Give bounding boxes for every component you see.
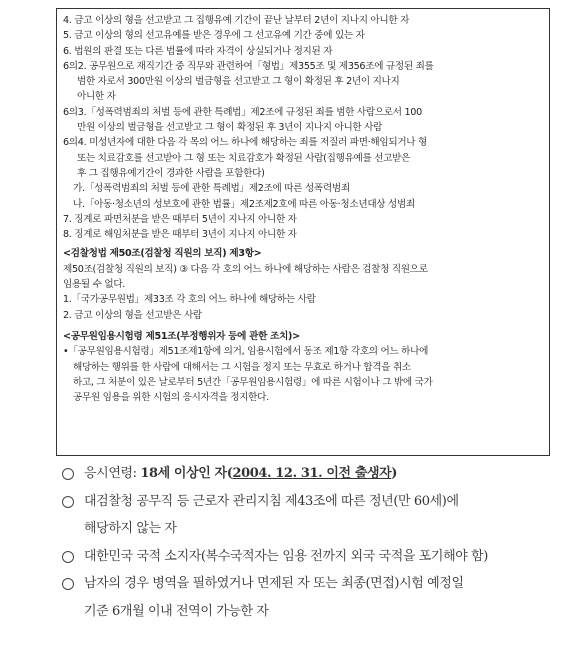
text-line: 6의4. 미성년자에 대한 다음 각 목의 어느 하나에 해당하는 죄를 저질러 파면·해임되거나 형 [63, 137, 427, 149]
text-line: 범한 자로서 300만원 이상의 벌금형을 선고받고 그 형이 확정된 후 2년이 지나지 [77, 76, 400, 88]
military-text-line1: 남자의 경우 병역을 필하였거나 면제된 자 또는 최종(면접)시험 예정일 [84, 576, 464, 592]
text-line: 5. 금고 이상의 형의 선고유예를 받은 경우에 그 선고유예 기간 중에 있는 자 [63, 30, 365, 42]
text-line: 아니한 자 [77, 91, 116, 103]
text-line: 6. 법원의 판결 또는 다른 법률에 따라 자격이 상실되거나 정지된 자 [63, 45, 333, 57]
nationality-text: 대한민국 국적 소지자(복수국적자는 임용 전까지 외국 국적을 포기해야 함) [84, 548, 488, 564]
requirement-nationality [58, 543, 558, 571]
text-line: 1.「국가공무원법」제33조 각 호의 어느 하나에 해당하는 사람 [63, 294, 316, 306]
requirement-retirement-age [58, 488, 558, 516]
military-text-line2: 기준 6개월 이내 전역이 가능한 자 [84, 603, 269, 619]
text-line: 공무원 임용을 위한 시험의 응시자격을 정지한다. [73, 392, 269, 404]
retirement-text-line1: 대검찰청 공무직 등 근로자 관리지침 제43조에 따른 정년(만 60세)에 [84, 493, 459, 509]
text-line: 2. 금고 이상의 형을 선고받은 사람 [63, 309, 202, 321]
circle-bullet-icon [62, 578, 74, 590]
text-line: 7. 징계로 파면처분을 받은 때부터 5년이 지나지 아니한 자 [63, 213, 297, 225]
requirements-list [58, 460, 558, 626]
circle-bullet-icon [62, 496, 74, 508]
exam-decree-heading: <공무원임용시험령 제51조(부정행위자 등에 관한 조치)> [63, 330, 300, 342]
age-text [84, 460, 397, 488]
text-line: 후 그 집행유예기간이 경과한 사람을 포함한다) [77, 167, 265, 179]
text-line: •「공무원임용시험령」제51조제1항에 의거, 임용시험에서 동조 제1항 각호의 어느 하나에 [63, 346, 429, 358]
requirement-military [58, 570, 558, 598]
retirement-text-line2: 해당하지 않는 자 [84, 521, 177, 537]
age-label: 응시연령: [84, 466, 137, 481]
prosecutor-act-text [63, 262, 543, 323]
circle-bullet-icon [62, 551, 74, 563]
text-line: 6의2. 공무원으로 재직기간 중 직무와 관련하여「형법」제355조 및 제356조에 규정된 죄를 [63, 60, 434, 72]
circle-bullet-icon [62, 468, 74, 480]
eligibility-rules-box [56, 8, 550, 456]
age-value: 18세 이상인 자( [140, 466, 233, 481]
age-close-paren: ) [391, 466, 398, 481]
exam-decree-text [63, 344, 543, 405]
text-line: 6의3.「성폭력범죄의 처벌 등에 관한 특례법」제2조에 규정된 죄를 범한 사람으로서 100 [63, 106, 422, 118]
text-line: 나.「아동·청소년의 성보호에 관한 법률」제2조제2호에 따른 아동·청소년대상 성범죄 [73, 198, 415, 210]
text-line: 제50조(검찰청 직원의 보직) ③ 다음 각 호의 어느 하나에 해당하는 사람은 검찰청 직원으로 [63, 263, 428, 275]
disqualification-list [63, 13, 543, 242]
text-line: 임용될 수 없다. [63, 279, 126, 291]
birth-date-cutoff: 2004. 12. 31. 이전 출생자 [232, 466, 392, 481]
text-line: 4. 금고 이상의 형을 선고받고 그 집행유예 기간이 끝난 날부터 2년이 지나지 아니한 자 [63, 15, 410, 26]
text-line: 하고, 그 처분이 있은 날로부터 5년간「공무원임용시험령」에 따른 시험이나 그 밖에 국가 [73, 376, 433, 388]
text-line: 만원 이상의 벌금형을 선고받고 그 형이 확정된 후 3년이 지나지 아니한 사람 [77, 122, 383, 134]
text-line: 8. 징계로 해임처분을 받은 때부터 3년이 지나지 아니한 자 [63, 229, 297, 241]
text-line: 해당하는 행위를 한 사람에 대해서는 그 시험을 정지 또는 무효로 하거나 합격을 취소 [73, 361, 411, 373]
requirement-age [58, 460, 558, 488]
prosecutor-act-heading: <검찰청법 제50조(검찰청 직원의 보직) 제3항> [63, 248, 262, 260]
text-line: 가.「성폭력범죄의 처벌 등에 관한 특례법」제2조에 따른 성폭력범죄 [73, 183, 350, 195]
text-line: 또는 치료감호를 선고받아 그 형 또는 치료감호가 확정된 사람(집행유예를 선고받은 [77, 152, 411, 164]
